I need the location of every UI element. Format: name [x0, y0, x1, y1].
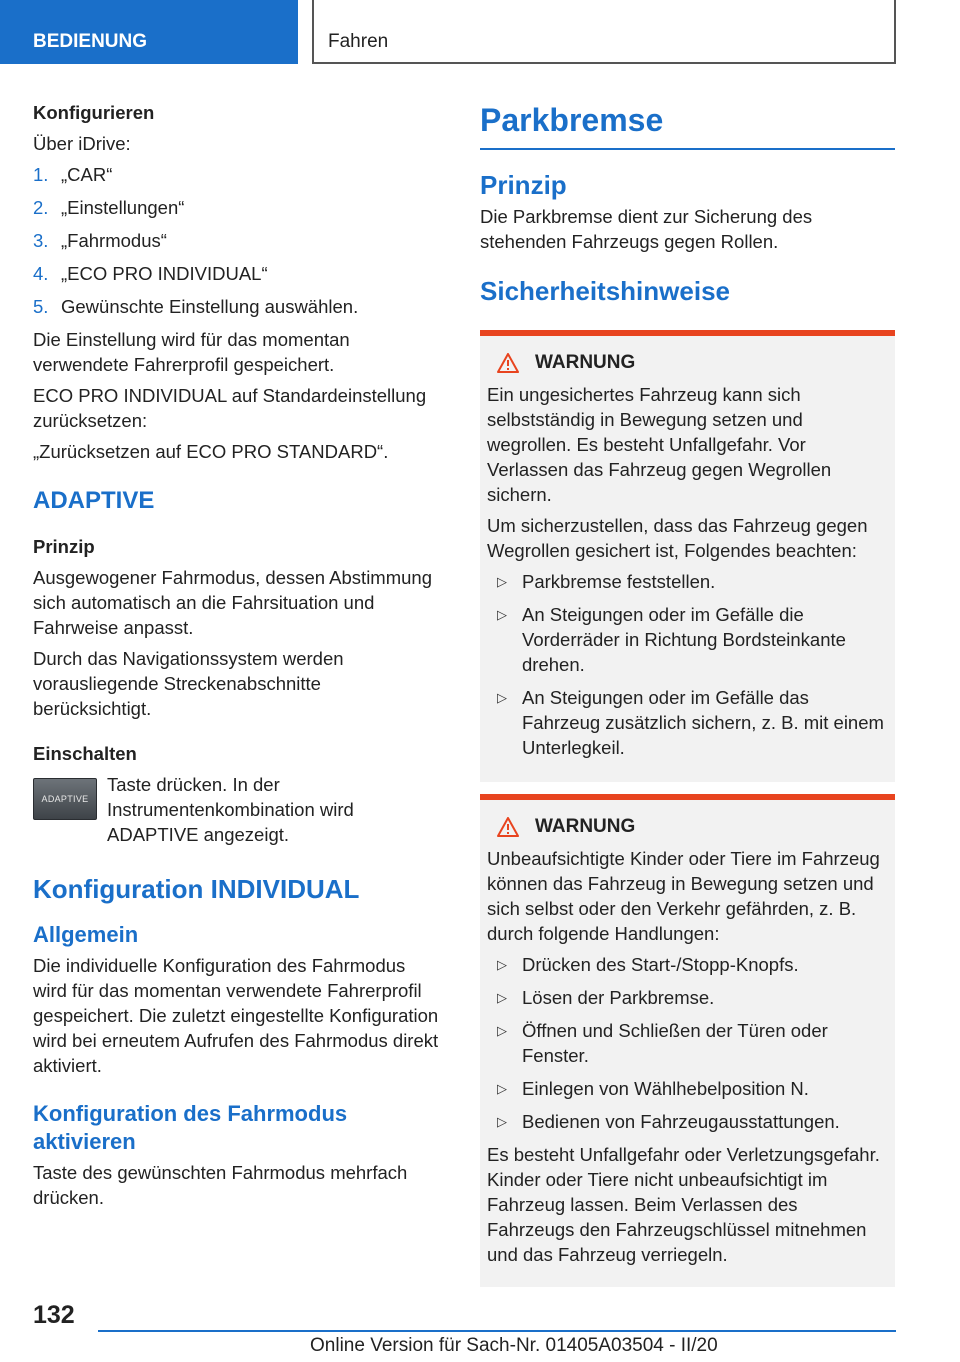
warning-triangle-icon [497, 353, 519, 373]
list-item [487, 685, 888, 760]
bullet-text: Drücken des Start-/Stopp-Knopfs. [522, 954, 799, 975]
step-number: 4. [33, 263, 49, 284]
warning-bullets [487, 952, 888, 1134]
list-item [487, 952, 888, 977]
warning-text: Um sicherzustellen, dass das Fahrzeug gegen Wegrollen gesichert ist, Folgendes beachten: [487, 515, 868, 561]
individual-heading: Konfiguration INDIVIDUAL [33, 874, 360, 904]
header-section-tab: BEDIENUNG [0, 0, 298, 64]
bullet-text: An Steigungen oder im Gefälle das Fahrzeug zusätzlich sichern, z. B. mit einem Unterlegkeil. [522, 687, 884, 758]
page-number: 132 [33, 1301, 75, 1329]
list-item [33, 294, 443, 319]
saved-text: Die Einstellung wird für das momentan verwendete Fahrerprofil gespeichert. [33, 329, 350, 375]
idrive-steps-list [33, 162, 443, 319]
reset-text: ECO PRO INDIVIDUAL auf Standardeinstellung zurücksetzen: [33, 385, 427, 431]
list-item [33, 195, 443, 220]
allgemein-text: Die individuelle Konfiguration des Fahrmodus wird für das momentan verwendete Fahrerprofil gespeichert. Die zuletzt eingestellte Konfiguration wird bei erneutem Aufrufen des Fahrmodus direkt aktiviert. [33, 955, 439, 1076]
list-item [33, 228, 443, 253]
aktivieren-text: Taste des gewünschten Fahrmodus mehrfach drücken. [33, 1162, 408, 1208]
prinzip-text-1: Ausgewogener Fahrmodus, dessen Abstimmung sich automatisch an die Fahrsituation und Fahrweise anpasst. [33, 567, 432, 638]
bullet-triangle-icon: ▷ [497, 690, 507, 705]
warning-text: Unbeaufsichtigte Kinder oder Tiere im Fahrzeug können das Fahrzeug in Bewegung setzen und sich selbst oder den Verkehr gefährden, z. B. durch folgende Handlungen: [487, 848, 880, 944]
warning-box-2 [480, 794, 895, 1287]
warning-bullets [487, 569, 888, 760]
bullet-text: An Steigungen oder im Gefälle die Vorderräder in Richtung Bordsteinkante drehen. [522, 604, 846, 675]
warning-label: WARNUNG [535, 352, 636, 373]
einschalten-heading: Einschalten [33, 743, 137, 764]
list-item [487, 1076, 888, 1101]
parkbremse-prinzip-heading: Prinzip [480, 170, 567, 200]
step-text: Gewünschte Einstellung auswählen. [61, 296, 359, 317]
step-text: „Fahrmodus“ [61, 230, 167, 251]
prinzip-text-2: Durch das Navigationssystem werden vorausliegende Streckenabschnitte berücksichtigt. [33, 648, 344, 719]
bullet-triangle-icon: ▷ [497, 574, 507, 589]
step-number: 1. [33, 164, 49, 185]
list-item [487, 1109, 888, 1134]
right-column [480, 100, 895, 1299]
bullet-text: Parkbremse feststellen. [522, 571, 716, 592]
list-item [487, 1018, 888, 1068]
aktivieren-heading: Konfiguration des Fahrmodus aktivieren [33, 1101, 348, 1154]
list-item [33, 261, 443, 286]
bullet-triangle-icon: ▷ [497, 990, 507, 1005]
adaptive-heading: ADAPTIVE [33, 487, 155, 514]
einschalten-text: Taste drücken. In der Instrumentenkombination wird ADAPTIVE angezeigt. [107, 774, 354, 845]
step-number: 3. [33, 230, 49, 251]
warning-text: Es besteht Unfallgefahr oder Verletzungsgefahr. Kinder oder Tiere nicht unbeaufsichtigt im Fahrzeug lassen. Beim Verlassen des Fahrzeugs den Fahrzeugschlüssel mitnehmen und das Fahrzeug verriegeln. [487, 1144, 880, 1265]
parkbremse-prinzip-text: Die Parkbremse dient zur Sicherung des stehenden Fahrzeugs gegen Rollen. [480, 206, 813, 252]
bullet-text: Öffnen und Schließen der Türen oder Fenster. [522, 1020, 828, 1066]
bullet-text: Lösen der Parkbremse. [522, 987, 715, 1008]
list-item [487, 602, 888, 677]
step-text: „Einstellungen“ [61, 197, 185, 218]
left-column [33, 100, 443, 1216]
step-number: 5. [33, 296, 49, 317]
list-item [487, 569, 888, 594]
footer-online-version: Online Version für Sach-Nr. 01405A03504 - II/20 [310, 1335, 718, 1356]
warning-box-1 [480, 330, 895, 782]
step-text: „CAR“ [61, 164, 113, 185]
bullet-triangle-icon: ▷ [497, 957, 507, 972]
sicherheitshinweise-heading: Sicherheitshinweise [480, 276, 730, 306]
konfigurieren-intro: Über iDrive: [33, 133, 131, 154]
warning-text: Ein ungesichertes Fahrzeug kann sich selbstständig in Bewegung setzen und wegrollen. Es besteht Unfallgefahr. Vor Verlassen das Fahrzeug gegen Wegrollen sichern. [487, 384, 832, 505]
warning-header [497, 352, 888, 374]
list-item [487, 985, 888, 1010]
reset-value: „Zurücksetzen auf ECO PRO STANDARD“. [33, 441, 389, 462]
bullet-text: Bedienen von Fahrzeugausstattungen. [522, 1111, 840, 1132]
bullet-triangle-icon: ▷ [497, 1114, 507, 1129]
konfigurieren-heading: Konfigurieren [33, 102, 155, 123]
page-title: Parkbremse [480, 100, 895, 150]
bullet-triangle-icon: ▷ [497, 1023, 507, 1038]
einschalten-row [33, 772, 443, 847]
list-item [33, 162, 443, 187]
bullet-triangle-icon: ▷ [497, 607, 507, 622]
warning-header [497, 816, 888, 838]
bullet-text: Einlegen von Wählhebelposition N. [522, 1078, 809, 1099]
warning-label: WARNUNG [535, 816, 636, 837]
bullet-triangle-icon: ▷ [497, 1081, 507, 1096]
footer-divider [98, 1330, 896, 1332]
step-text: „ECO PRO INDIVIDUAL“ [61, 263, 268, 284]
step-number: 2. [33, 197, 49, 218]
adaptive-button-icon: ADAPTIVE [33, 778, 97, 820]
header-chapter-title: Fahren [312, 0, 896, 64]
prinzip-subheading: Prinzip [33, 536, 95, 557]
allgemein-heading: Allgemein [33, 922, 139, 947]
warning-triangle-icon [497, 817, 519, 837]
